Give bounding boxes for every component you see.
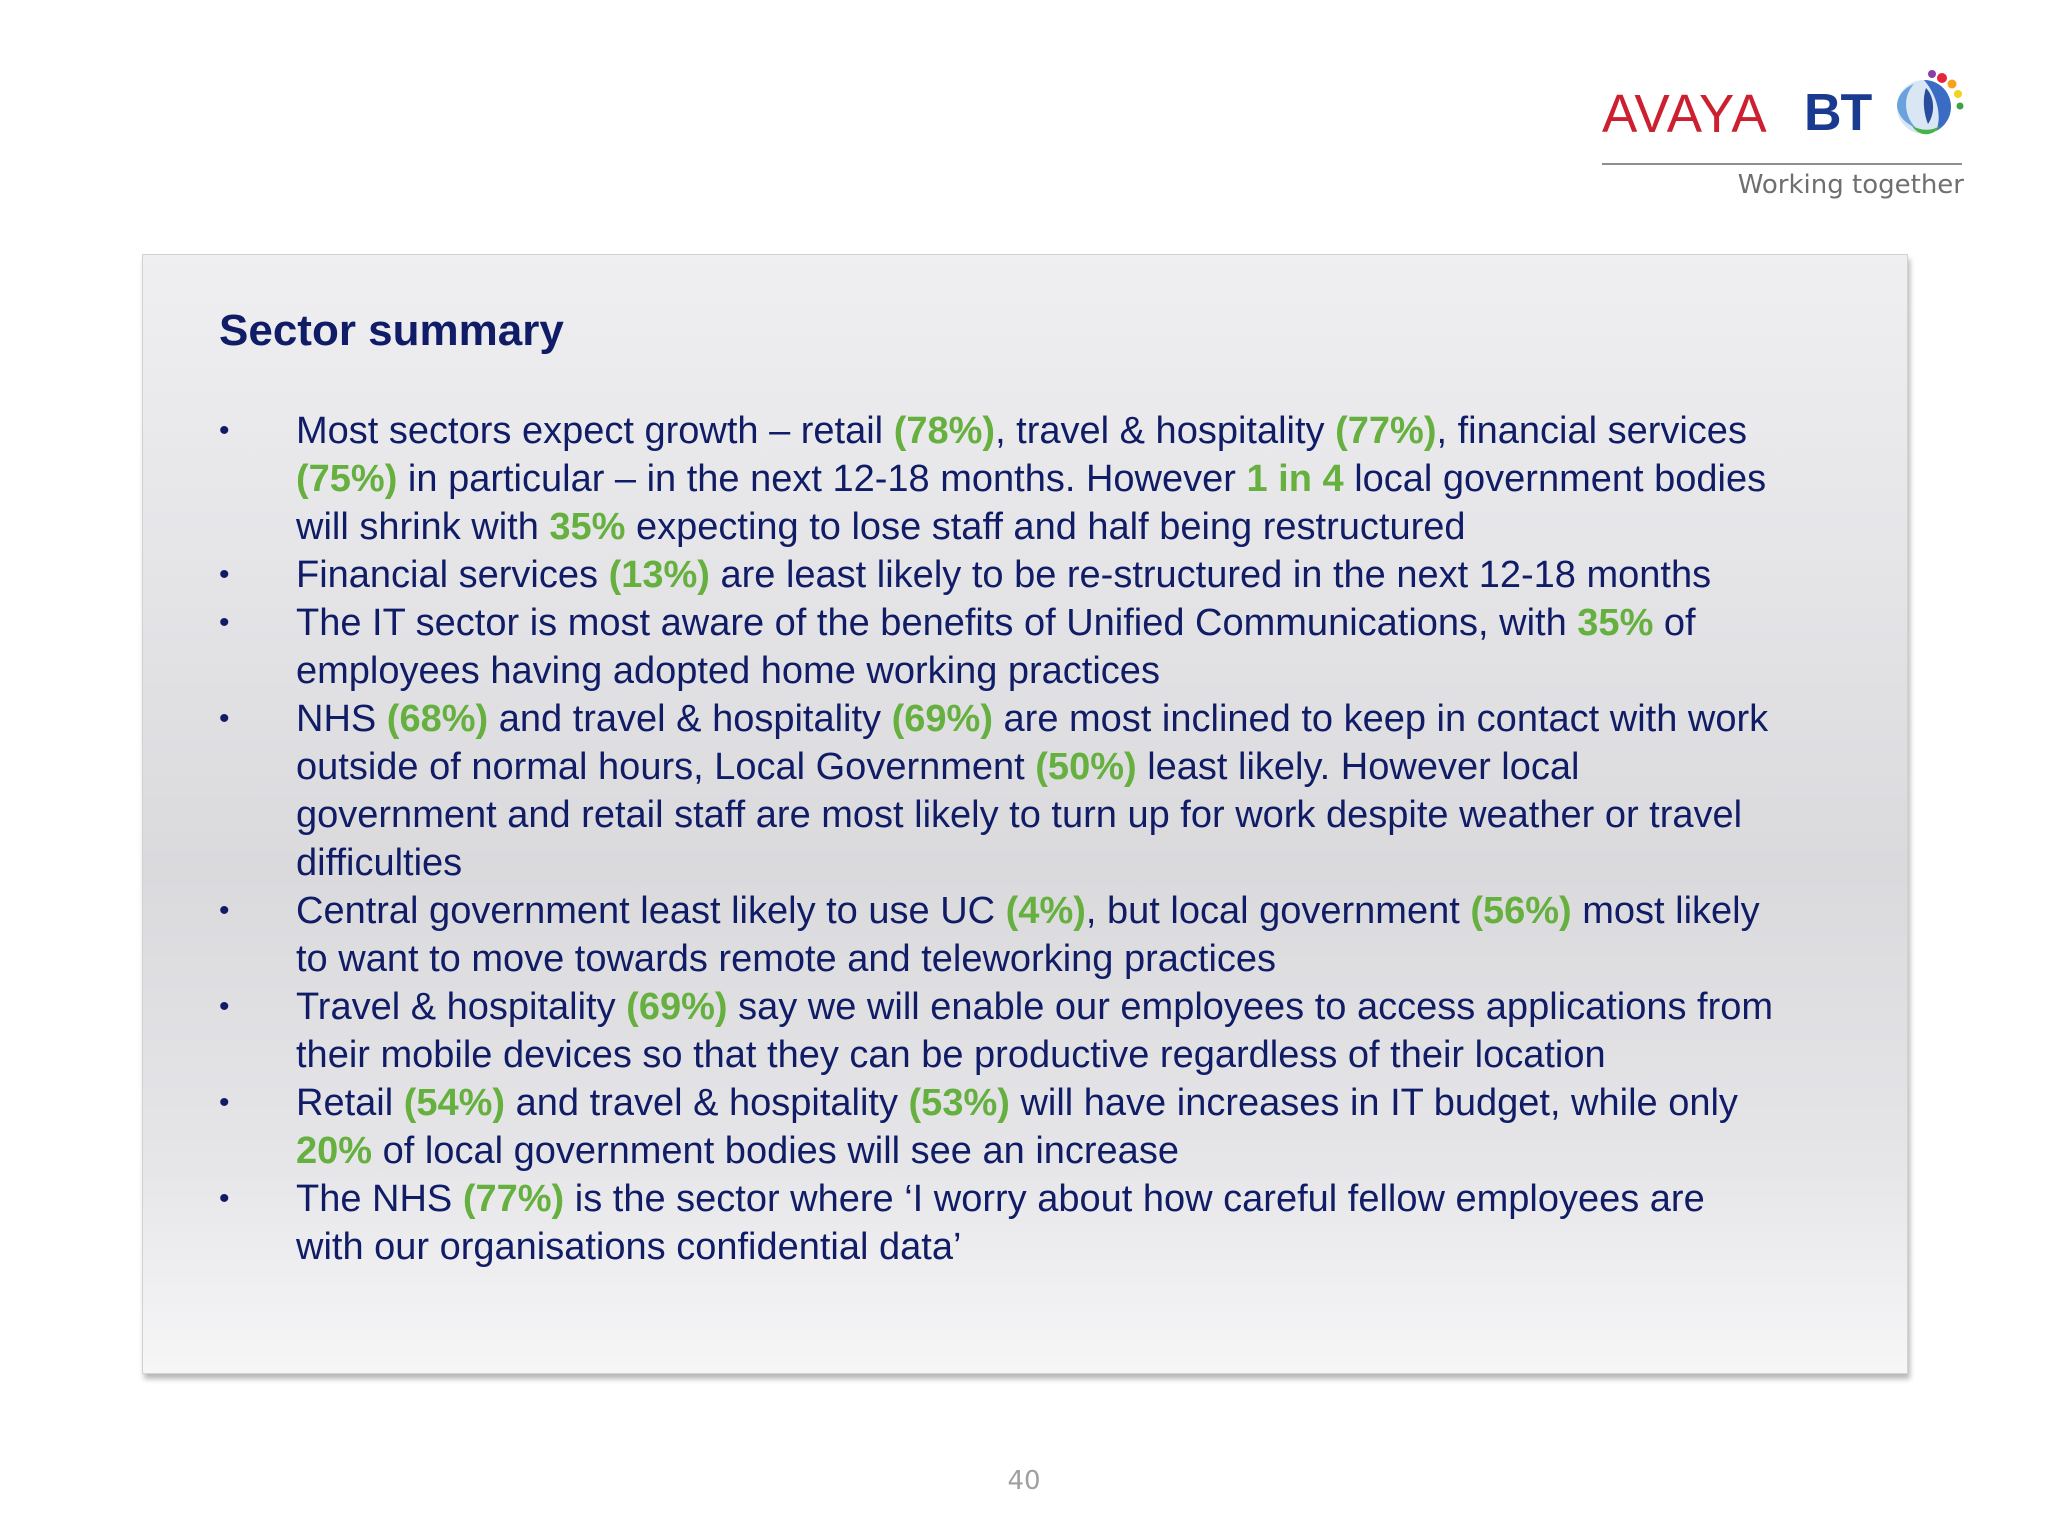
logo-divider xyxy=(1602,163,1962,165)
summary-bullet-list xyxy=(219,407,1779,1271)
summary-bullet xyxy=(219,599,1779,695)
highlighted-stat: (75%) xyxy=(296,458,398,500)
bullet-text: least likely. However local government and retail staff are most likely to turn up for work despite weather or travel difficulties xyxy=(296,746,1743,884)
highlighted-stat: 35% xyxy=(1577,602,1654,644)
sector-summary-panel xyxy=(142,254,1908,1374)
bullet-text: Financial services xyxy=(296,554,609,596)
summary-bullet xyxy=(219,1175,1779,1271)
bullet-text: , travel & hospitality xyxy=(995,410,1336,452)
highlighted-stat: (77%) xyxy=(462,1178,565,1220)
logo-lockup xyxy=(1600,62,1966,212)
bullet-text: and travel & hospitality xyxy=(488,698,892,740)
highlighted-stat: (53%) xyxy=(908,1082,1010,1124)
bullet-text: is the sector where ‘I worry about how careful fellow employees are with our organisations confidential data’ xyxy=(296,1178,1705,1268)
bullet-text: local government bodies will shrink with xyxy=(296,458,1767,548)
bullet-text: of local government bodies will see an increase xyxy=(372,1130,1179,1172)
bullet-marker: • xyxy=(219,1086,230,1119)
highlighted-stat: (68%) xyxy=(386,698,489,740)
panel-title: Sector summary xyxy=(219,306,564,355)
highlighted-stat: (56%) xyxy=(1470,890,1572,932)
bullet-text: The NHS xyxy=(296,1178,463,1220)
bullet-text: say we will enable our employees to access applications from their mobile devices so that they can be productive regardless of their location xyxy=(296,986,1774,1076)
bullet-marker: • xyxy=(219,1182,230,1215)
page-number: 40 xyxy=(1007,1466,1041,1496)
summary-bullet xyxy=(219,407,1779,551)
bullet-text: The IT sector is most aware of the benefits of Unified Communications, with xyxy=(296,602,1578,644)
summary-bullet xyxy=(219,983,1779,1079)
bullet-marker: • xyxy=(219,702,230,735)
highlighted-stat: (4%) xyxy=(1005,890,1086,932)
highlighted-stat: (50%) xyxy=(1035,746,1137,788)
bullet-marker: • xyxy=(219,414,230,447)
bullet-text: , financial services xyxy=(1436,410,1747,452)
highlighted-stat: (78%) xyxy=(893,410,996,452)
highlighted-stat: (13%) xyxy=(608,554,710,596)
bullet-text: Most sectors expect growth – retail xyxy=(296,410,894,452)
bullet-text: expecting to lose staff and half being restructured xyxy=(625,506,1466,548)
summary-bullet xyxy=(219,887,1779,983)
highlighted-stat: 20% xyxy=(296,1130,373,1172)
bullet-text: will have increases in IT budget, while only xyxy=(1009,1082,1738,1124)
bullet-text: Central government least likely to use UC xyxy=(296,890,1006,932)
summary-bullet xyxy=(219,551,1779,599)
bt-globe-icon xyxy=(1884,66,1964,146)
highlighted-stat: 1 in 4 xyxy=(1246,458,1344,500)
bullet-marker: • xyxy=(219,606,230,639)
highlighted-stat: (77%) xyxy=(1335,410,1437,452)
bullet-marker: • xyxy=(219,894,230,927)
highlighted-stat: 35% xyxy=(549,506,626,548)
bullet-text: in particular – in the next 12-18 months. However xyxy=(397,458,1247,500)
summary-bullet xyxy=(219,1079,1779,1175)
bullet-text: of employees having adopted home working practices xyxy=(296,602,1696,692)
highlighted-stat: (69%) xyxy=(891,698,993,740)
bullet-marker: • xyxy=(219,990,230,1023)
bullet-text: , but local government xyxy=(1085,890,1471,932)
highlighted-stat: (69%) xyxy=(626,986,728,1028)
bullet-text: NHS xyxy=(296,698,387,740)
bullet-text: are least likely to be re-structured in the next 12-18 months xyxy=(709,554,1712,596)
bt-logo: BT xyxy=(1804,84,1872,142)
summary-bullet xyxy=(219,695,1779,887)
bullet-text: are most inclined to keep in contact with work outside of normal hours, Local Government xyxy=(296,698,1769,788)
bullet-text: most likely to want to move towards remote and teleworking practices xyxy=(296,890,1760,980)
bullet-marker: • xyxy=(219,558,230,591)
avaya-logo: AVAYA xyxy=(1602,84,1768,144)
logo-tagline: Working together xyxy=(1737,170,1964,200)
highlighted-stat: (54%) xyxy=(403,1082,506,1124)
bullet-text: Retail xyxy=(296,1082,404,1124)
bullet-text: and travel & hospitality xyxy=(505,1082,909,1124)
bullet-text: Travel & hospitality xyxy=(296,986,627,1028)
